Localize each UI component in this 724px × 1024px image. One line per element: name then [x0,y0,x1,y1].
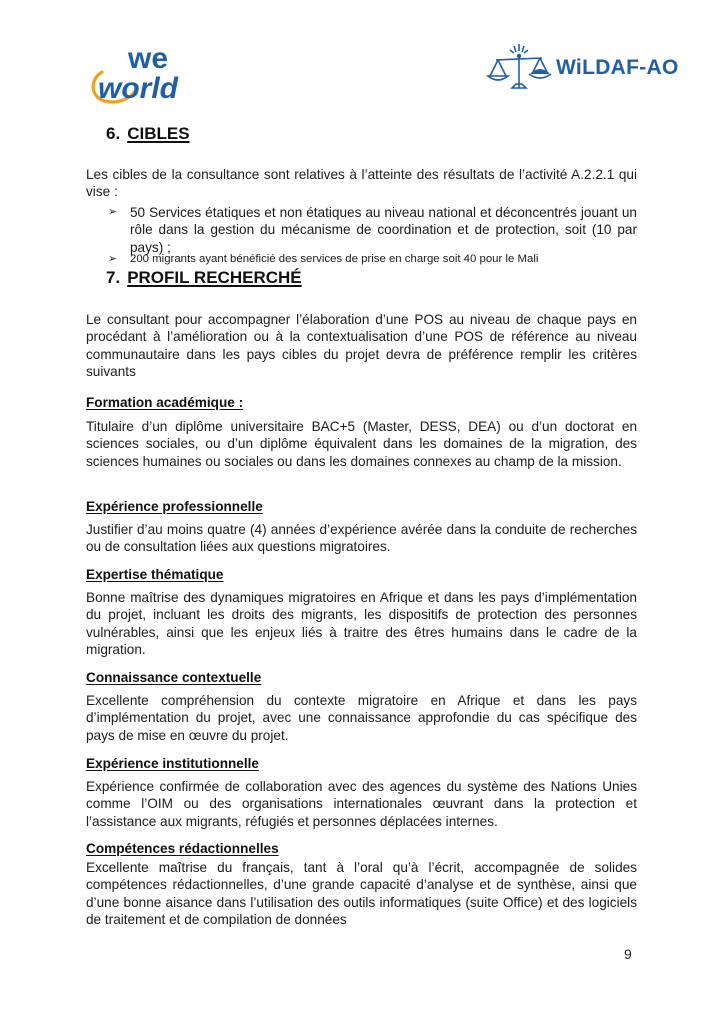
weworld-logo-graphic [84,42,216,106]
section-6-number: 6. [106,124,121,143]
criterion-text-formation: Titulaire d’un diplôme universitaire BAC+5 (Master, DESS, DEA) ou d’un doctorat en sciences sociales, ou d’un diplôme équivalent dans les domaines de la migration, des sciences humaines ou sociales ou dans les domaines connexes au champ de la mission. [86,419,637,469]
section-6-bullet [108,252,637,266]
criterion-title-institutionnelle: Expérience institutionnelle [86,756,259,771]
section-6-title: CIBLES [127,124,190,143]
criterion-text-expertise: Bonne maîtrise des dynamiques migratoires en Afrique et dans les pays d’implémentation du projet, incluant les droits des migrants, les dispositifs de protection des personnes vulnérables, ainsi que les enjeux liés à traitre des êtres humains dans le cadre de la migration. [86,590,637,658]
bullet-text: 200 migrants ayant bénéficié des services de prise en charge soit 40 pour le Mali [130,253,539,265]
criterion-title-connaissance: Connaissance contextuelle [86,670,262,685]
section-7-intro: Le consultant pour accompagner l’élaboration d’une POS au niveau de chaque pays en procédant à l’amélioration ou à la contextualisation d’une POS de référence au niveau communautaire dans les pays cibles du projet devra de préférence remplir les critères suivants [86,312,637,380]
logo-world-text: world [98,72,178,105]
criterion-text-redaction: Excellente maîtrise du français, tant à l’oral qu’à l’écrit, accompagnée de solides compétences rédactionnelles, d’une grande capacité d’analyse et de synthèse, ainsi que d’une bonne aisance dans l’utilisation des outils informatiques (suite Office) et des logiciels de traitement et de compilation de données [86,860,637,928]
section-6-heading [106,124,190,144]
criterion-text-connaissance: Excellente compréhension du contexte migratoire en Afrique et dans les pays d’implémentation du projet, avec une connaissance approfondie du cas spécifique des pays de mise en œuvre du projet. [86,693,637,743]
section-6-intro: Les cibles de la consultance sont relatives à l’atteinte des résultats de l’activité A.2.2.1 qui vise : [86,167,637,200]
criterion-title-expertise: Expertise thématique [86,567,224,582]
arrow-bullet-icon: ➢ [108,253,118,265]
criterion-text-experience-pro: Justifier d’au moins quatre (4) années d’expérience avérée dans la conduite de recherches ou de consultation liées aux questions migratoires. [86,522,637,555]
criterion-title-experience-pro: Expérience professionnelle [86,499,263,514]
logo-we-text: we [128,42,169,75]
wildaf-ao-text: WiLDAF-AO [556,56,679,79]
section-7-title: PROFIL RECHERCHÉ [127,268,302,287]
weworld-logo [84,42,216,106]
criterion-title-formation: Formation académique : [86,395,244,410]
section-6-bullet [108,204,637,256]
criterion-text-institutionnelle: Expérience confirmée de collaboration avec des agences du système des Nations Unies comme l’OIM ou des organisations internationales œuvrant dans la protection et l’assistance aux migrants, réfugiés et personnes déplacées internes. [86,779,637,829]
bullet-text: 50 Services étatiques et non étatiques au niveau national et déconcentrés jouant un rôle dans la gestion du mécanisme de coordination et de protection, soit (10 par pays) ; [130,205,637,255]
scales-of-justice-icon [484,44,554,96]
section-7-number: 7. [106,268,121,287]
criterion-title-redaction: Compétences rédactionnelles [86,841,279,856]
wildaf-ao-logo [484,44,684,96]
arrow-bullet-icon: ➢ [108,206,118,218]
page-number: 9 [624,946,632,962]
section-7-heading [106,268,302,288]
